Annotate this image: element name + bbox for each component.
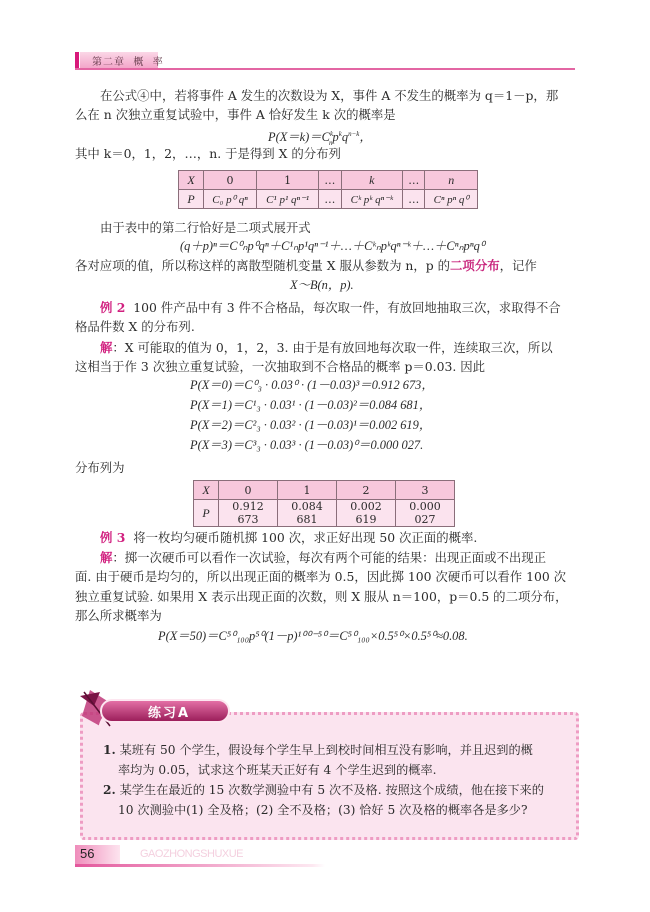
table-cell: Cᵏ pᵏ qⁿ⁻ᵏ bbox=[341, 190, 402, 209]
table-cell: 1 bbox=[256, 171, 318, 190]
table-cell: k bbox=[341, 171, 402, 190]
solution-3-line-2: 面. 由于硬币是均匀的，所以出现正面的概率为 0.5，因此掷 100 次硬币可以看作 100 次 bbox=[75, 569, 567, 584]
solution-3-line-1: 解：掷一次硬币可以看作一次试验，每次有两个可能的结果：出现正面或不出现正 bbox=[100, 550, 547, 565]
solution-label: 解 bbox=[100, 550, 113, 565]
formula-binomial-probability: $P(X=k)=C^k_np^kq^{n-k}$， bbox=[268, 130, 372, 147]
example-2-distribution-table bbox=[193, 480, 455, 527]
example-2-line-1: 例 2 100 件产品中有 3 件不合格品，每次取一件，有放回地抽取三次，求取得不合 bbox=[100, 300, 561, 315]
table-cell: 0.002 619 bbox=[337, 500, 396, 527]
general-distribution-table bbox=[178, 170, 478, 209]
exercise-item-2-line-2: 10 次测验中(1) 全及格；(2) 全不及格；(3) 恰好 5 次及格的概率各是多少? bbox=[118, 803, 528, 817]
table-cell: 1 bbox=[278, 481, 337, 500]
table-cell: … bbox=[403, 171, 425, 190]
footer-watermark: GAOZHONGSHUXUE bbox=[140, 848, 244, 860]
example-2-line-2: 格品件数 X 的分布列. bbox=[75, 319, 195, 334]
distribution-label: 分布列为 bbox=[75, 460, 125, 475]
table-cell: X bbox=[194, 481, 219, 500]
page-number: 56 bbox=[80, 846, 95, 861]
solution-2-line-2: 这相当于作 3 次独立重复试验，一次抽取到不合格品的概率 p＝0.03. 因此 bbox=[75, 359, 486, 374]
table-cell: P bbox=[179, 190, 204, 209]
paragraph-4: 各对应项的值，所以称这样的离散型随机变量 X 服从参数为 n，p 的二项分布，记作 bbox=[75, 258, 537, 273]
table-cell: Cⁿ pⁿ q⁰ bbox=[425, 190, 478, 209]
example-3-line-1: 例 3 将一枚均匀硬币随机掷 100 次，求正好出现 50 次正面的概率. bbox=[100, 530, 478, 545]
term-binomial-distribution: 二项分布 bbox=[450, 258, 500, 273]
formula-example-3-result: P(X＝50)＝C⁵⁰₁₀₀p⁵⁰(1－p)¹⁰⁰⁻⁵⁰＝C⁵⁰₁₀₀×0.5⁵⁰×0.5⁵⁰≈0.08. bbox=[158, 629, 468, 643]
paragraph-1-line-2: 么在 n 次独立重复试验中，事件 A 恰好发生 k 次的概率是 bbox=[75, 107, 396, 122]
table-cell: 0.000 027 bbox=[396, 500, 455, 527]
table-cell: … bbox=[403, 190, 425, 209]
exercise-item-1-line-2: 率均为 0.05，试求这个班某天正好有 4 个学生迟到的概率. bbox=[118, 763, 437, 777]
footer-rule bbox=[75, 864, 325, 867]
chapter-title: 第二章 概 率 bbox=[92, 57, 164, 68]
table-cell: C¹ p¹ qⁿ⁻¹ bbox=[256, 190, 318, 209]
calc-line: P(X＝0)＝C⁰₃ · 0.03⁰ · (1－0.03)³＝0.912 673， bbox=[190, 378, 434, 392]
formula-notation: X～B(n，p). bbox=[290, 278, 354, 292]
exercise-item-2-line-1: 2. 某学生在最近的 15 次数学测验中有 5 次不及格. 按照这个成绩，他在接下来的 bbox=[103, 783, 544, 797]
table-cell: 0.084 681 bbox=[278, 500, 337, 527]
table-cell: 0 bbox=[204, 171, 257, 190]
table-cell: 3 bbox=[396, 481, 455, 500]
calc-line: P(X＝2)＝C²₃ · 0.03² · (1－0.03)¹＝0.002 619， bbox=[190, 418, 432, 432]
table-cell: 2 bbox=[337, 481, 396, 500]
calc-line: P(X＝1)＝C¹₃ · 0.03¹ · (1－0.03)²＝0.084 681， bbox=[190, 398, 432, 412]
solution-3-line-4: 那么所求概率为 bbox=[75, 608, 162, 623]
solution-label: 解 bbox=[100, 340, 113, 355]
example-3-label: 例 3 bbox=[100, 530, 126, 545]
exercise-title: 练习A bbox=[148, 706, 191, 721]
calc-line: P(X＝3)＝C³₃ · 0.03³ · (1－0.03)⁰＝0.000 027. bbox=[190, 438, 424, 452]
table-cell: … bbox=[319, 171, 341, 190]
example-2-label: 例 2 bbox=[100, 300, 126, 315]
chapter-header-bar bbox=[75, 52, 79, 69]
table-cell: 0.912 673 bbox=[219, 500, 278, 527]
table-cell: P bbox=[194, 500, 219, 527]
paragraph-1-line-1: 在公式④中，若将事件 A 发生的次数设为 X，事件 A 不发生的概率为 q＝1－p，那 bbox=[100, 88, 559, 103]
table-cell: n bbox=[425, 171, 478, 190]
header-rule bbox=[75, 68, 575, 70]
solution-3-line-3: 独立重复试验. 如果用 X 表示出现正面的次数，则 X 服从 n＝100，p＝0.5 的二项分布， bbox=[75, 589, 568, 604]
paragraph-3: 由于表中的第二行恰好是二项式展开式 bbox=[100, 220, 311, 235]
table-cell: C₀ p⁰ qⁿ bbox=[204, 190, 257, 209]
table-cell: 0 bbox=[219, 481, 278, 500]
table-cell: … bbox=[319, 190, 341, 209]
solution-2-line-1: 解：X 可能取的值为 0，1，2，3. 由于是有放回地每次取一件，连续取三次，所以 bbox=[100, 340, 553, 355]
exercise-item-1-line-1: 1. 某班有 50 个学生，假设每个学生早上到校时间相互没有影响，并且迟到的概 bbox=[103, 743, 533, 757]
table-cell: X bbox=[179, 171, 204, 190]
paragraph-2: 其中 k＝0，1，2，…，n. 于是得到 X 的分布列 bbox=[75, 146, 341, 161]
formula-binomial-expansion: (q＋p)ⁿ＝C⁰ₙp⁰qⁿ＋C¹ₙp¹qⁿ⁻¹＋…＋Cᵏₙpᵏqⁿ⁻ᵏ＋…＋Cⁿₙpⁿq⁰ bbox=[180, 239, 485, 253]
